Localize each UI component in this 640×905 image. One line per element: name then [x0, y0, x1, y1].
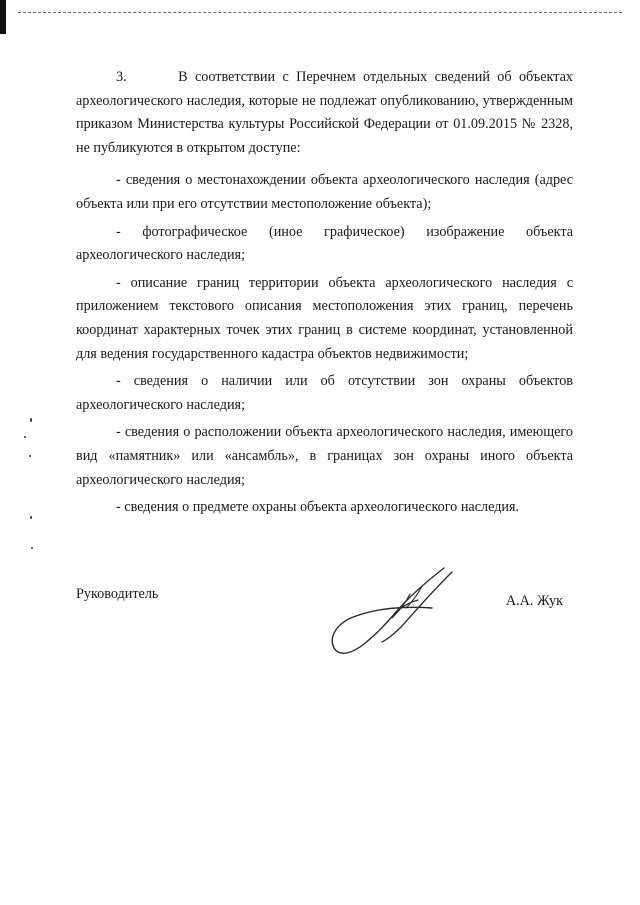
scan-speck: [29, 455, 31, 457]
signatory-title: Руководитель: [76, 586, 159, 602]
signatory-name: А.А. Жук: [505, 593, 563, 609]
intro-text: В соответствии с Перечнем отдельных сведений об объектах археологического наследия, которые не подлежат опубликованию, утвержденным приказом Министерства культуры Российской Федерации от 01.09.2015 № 2328, не публикуются в открытом доступе:: [76, 69, 574, 156]
list-item: - сведения о наличии или об отсутствии зон охраны объектов археологического наследия;: [76, 373, 573, 413]
intro-paragraph: [76, 66, 573, 160]
scan-speck: [30, 418, 32, 422]
list-item: - описание границ территории объекта археологического наследия с приложением текстового описания местоположения этих границ, перечень координат характерных точек этих границ в системе координат, установленной для ведения государственного кадастра объектов недвижимости;: [76, 274, 573, 362]
scan-top-dashed-line: [18, 12, 622, 13]
scan-edge-mark: [0, 0, 6, 34]
list-item: - сведения о расположении объекта археологического наследия, имеющего вид «памятник» или «ансамбль», в границах зон охраны иного объекта археологического наследия;: [76, 424, 573, 488]
document-body: [76, 66, 573, 520]
scan-speck: [24, 436, 26, 438]
item-number: 3.: [116, 69, 127, 85]
handwritten-signature: [326, 564, 456, 664]
list-item: - сведения о предмете охраны объекта археологического наследия.: [116, 499, 520, 516]
list-item: - сведения о местонахождении объекта археологического наследия (адрес объекта или при его отсутствии местоположение объекта);: [76, 172, 573, 212]
list-item: - фотографическое (иное графическое) изображение объекта археологического наследия;: [76, 223, 573, 264]
scan-speck: [30, 516, 32, 519]
signature-block: [76, 586, 573, 676]
scan-speck: [31, 547, 33, 549]
